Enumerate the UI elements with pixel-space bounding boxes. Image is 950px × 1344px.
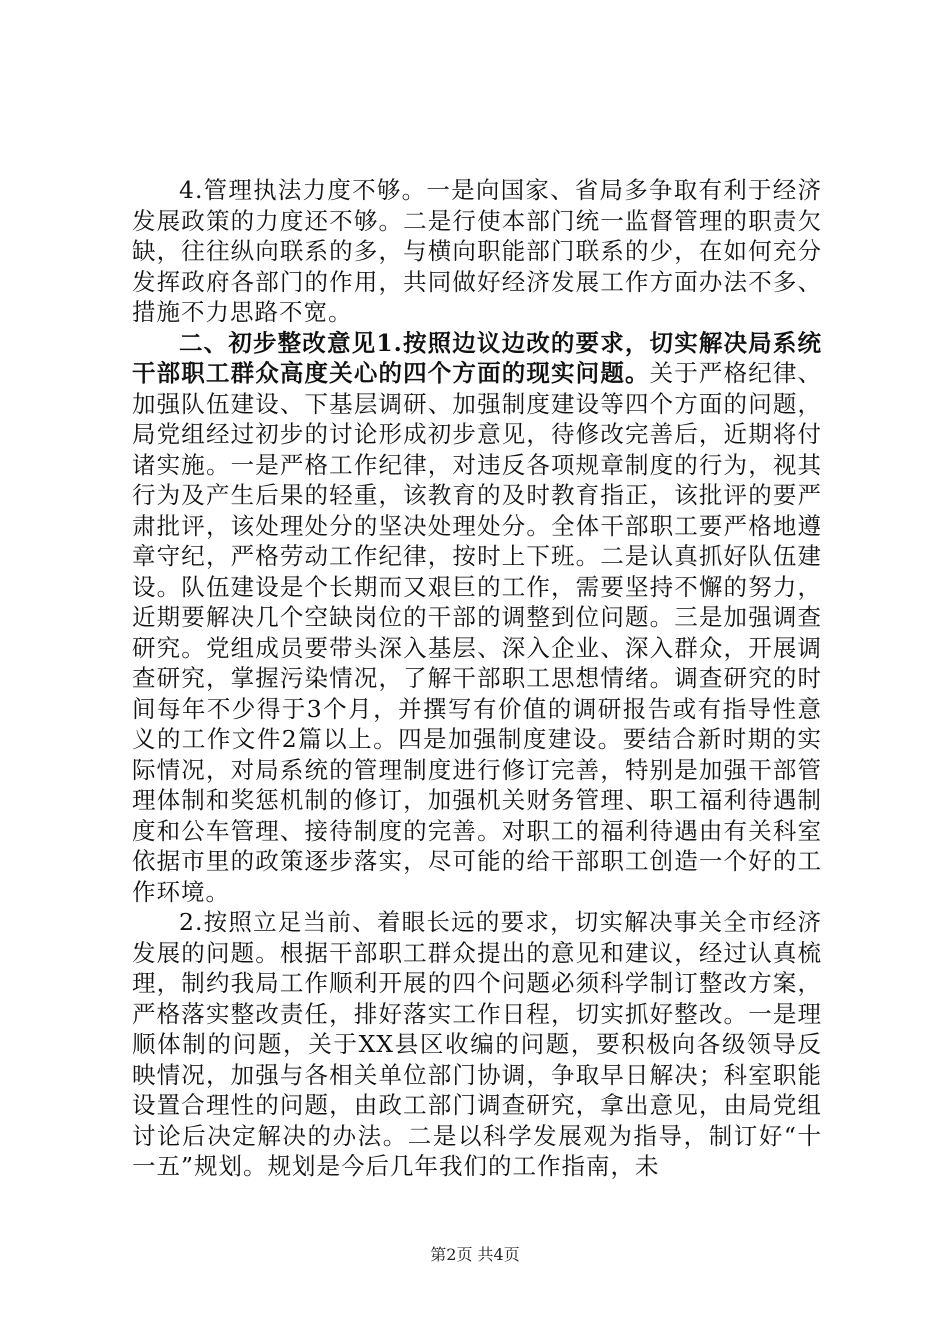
paragraph-economic-development [132,907,822,1182]
page-number-footer: 第2页 共4页 [430,1245,520,1264]
paragraph-rectification-opinions [132,328,822,908]
paragraph-text: 关于严格纪律、加强队伍建设、下基层调研、加强制度建设等四个方面的问题，局党组经过初步的讨论形成初步意见，待修改完善后，近期将付诸实施。一是严格工作纪律，对违反各项规章制度的行为，视其行为及产生后果的轻重，该教育的及时教育指正，该批评的要严肃批评，该处理处分的坚决处理处分。全体干部职工要严格地遵章守纪，严格劳动工作纪律，按时上下班。二是认真抓好队伍建设。队伍建设是个长期而又艰巨的工作，需要坚持不懈的努力，近期要解决几个空缺岗位的干部的调整到位问题。三是加强调查研究。党组成员要带头深入基层、深入企业、深入群众，开展调查研究，掌握污染情况，了解干部职工思想情绪。调查研究的时间每年不少得于3个月，并撰写有价值的调研报告或有指导性意义的工作文件2篇以上。四是加强制度建设。要结合新时期的实际情况，对局系统的管理制度进行修订完善，特别是加强干部管理体制和奖惩机制的修订，加强机关财务管理、职工福利待遇制度和公车管理、接待制度的完善。对职工的福利待遇由有关科室依据市里的政策逐步落实，尽可能的给干部职工创造一个好的工作环境。 [132,359,823,906]
document-body [132,175,822,1182]
paragraph-text: 4.管理执法力度不够。一是向国家、省局多争取有利于经济发展政策的力度还不够。二是行使本部门统一监督管理的职责欠缺，往往纵向联系的多，与横向职能部门联系的少，在如何充分发挥政府各部门的作用，共同做好经济发展工作方面办法不多、措施不力思路不宽。 [132,176,822,326]
paragraph-text: 2.按照立足当前、着眼长远的要求，切实解决事关全市经济发展的问题。根据干部职工群众提出的意见和建议，经过认真梳理，制约我局工作顺利开展的四个问题必须科学制订整改方案，严格落实整改责任，排好落实工作日程，切实抓好整改。一是理顺体制的问题，关于XX县区收编的问题，要积极向各级领导反映情况，加强与各相关单位部门协调，争取早日解决；科室职能设置合理性的问题，由政工部门调查研究，拿出意见，由局党组讨论后决定解决的办法。二是以科学发展观为指导，制订好“十一五”规划。规划是今后几年我们的工作指南，未 [132,908,822,1180]
paragraph-management-enforcement [132,175,822,328]
section-heading: 二、初步整改意见1.按照边议边改的要求，切实解决局系统干部职工群众高度关心的四个方面的现实问题。 [132,328,822,387]
